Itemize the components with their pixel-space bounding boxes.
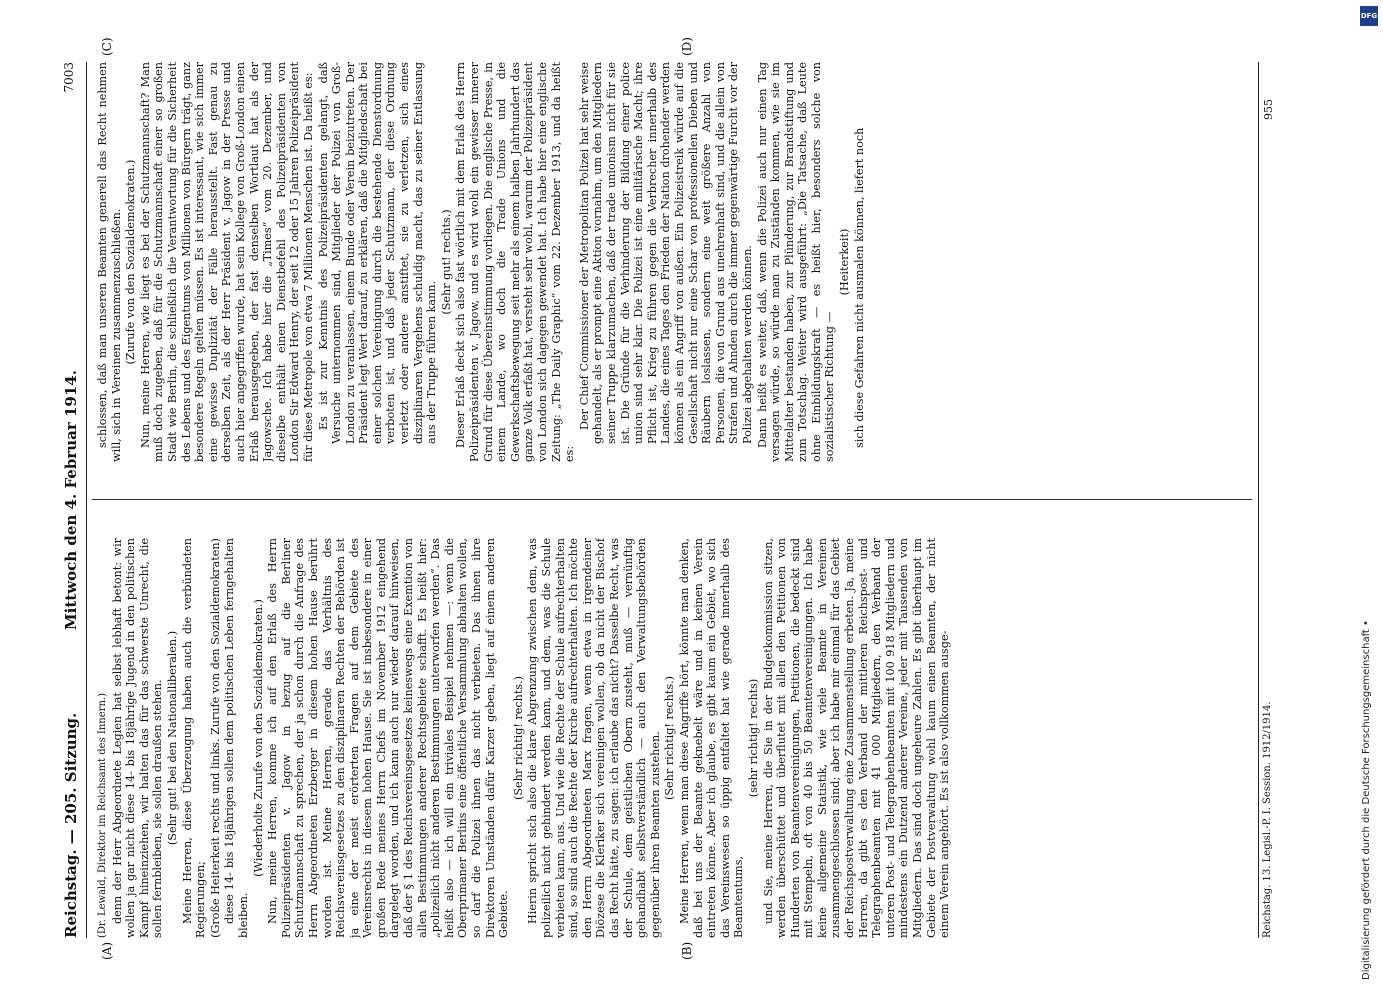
paragraph: Nun, meine Herren, wie liegt es bei der Schutzmannschaft? Man muß doch zugeben, daß für die Schutzmannschaft einer so großen Stadt wie Berlin, die schließlich die Verantwortung für die Sicherheit des Lebens und des Eigentums von Millionen von Bürgern trägt, ganz besondere Regeln gelten müssen. Es ist interessant, wie sich immer eine gewisse Duplizität der Fälle herausstellt. Fast genau zu derselben Zeit, als der Herr Präsident v. Jagow in der Presse und auch hier angegriffen wurde, hat sein Kollege von Groß-London einen Erlaß herausgegeben, der fast denselben Wortlaut hat als der Jagowsche. Ich habe hier die „Times“ vom 20. Dezember, und dieselbe enthält einen Dienstbefehl des Polizeipräsidenten von London Sir Edward Henry, der seit 12 oder 15 Jahren Polizeipräsident für diese Metropole von etwa 7 Millionen Menschen ist. Da heißt es: xyxy=(138,62,315,462)
interjection: (sehr richtig! rechts) xyxy=(746,678,760,798)
page-number: 955 xyxy=(1262,99,1275,120)
header-rule xyxy=(86,62,87,938)
paragraph: Meine Herren, wenn man diese Angriffe hört, könnte man denken, daß bei uns der Beamte geknebelt wäre und in keinen Verein eintreten könne. Aber ich glaube, es gibt kaum ein Gebiet, wo sich das Vereinswesen so üppig entfaltet hat wie gerade innerhalb des Beamtentums, xyxy=(677,538,746,938)
quoted-article: Der Chief Commissioner der Metropolitan Polizei hat sehr weise gehandelt, als er prompt eine Aktion vornahm, um den Mitgliedern seiner Truppe klarzumachen, daß der trade unionism nicht für sie ist. Die Gründe für die Verhinderung der Bildung einer police union sind sehr klar. Die Polizei ist eine militärische Macht; ihre Pflicht ist, Krieg zu führen gegen die Verbrecher innerhalb des Landes, die eines Tages den Frieden der Nation drohender werden können als ein Angriff von außen. Ein Polizeistreik würde auf die Gesellschaft nicht nur eine Schar von professionellen Dieben und Räubern loslassen, sondern eine weit größere Anzahl von Personen, die von Grund aus unehrenhaft sind, und die allein von Strafen und Ahnden durch die immer gegenwärtige Furcht vor der Polizei abgehalten werden können. xyxy=(577,62,754,444)
interjection: (Sehr richtig! rechts.) xyxy=(511,675,525,801)
paragraph: Dieser Erlaß deckt sich also fast wörtlich mit dem Erlaß des Herrn Polizeipräsidenten v. Jagow, und es wird wohl ein gewisser innerer Grund für diese Übereinstimmung vorliegen. Die englische Presse, in einem Lande, wo doch die Trade Unions und die Gewerkschaftsbewegung seit mehr als einem halben Jahrhundert das ganze Volk erfaßt hat, versteht sehr wohl, warum der Polizeipräsident von London sich dagegen gewendet hat. Ich habe hier eine englische Zeitung: „The Daily Graphic“ vom 22. Dezember 1913, und da heißt es: xyxy=(454,62,577,462)
interjection: (Sehr gut! bei den Nationalliberalen.) xyxy=(165,630,179,846)
interjection: (Sehr richtig! rechts.) xyxy=(663,675,677,801)
interjection: (Wiederholte Zurufe von den Sozialdemokraten.) xyxy=(251,599,265,877)
column-divider xyxy=(92,499,1252,500)
left-column xyxy=(96,538,1256,938)
footer-note: Reichstag. 13. Legisl.-P. I. Session. 1912/1914. xyxy=(1262,701,1273,938)
paragraph: Hierin spricht sich also die klare Abgrenzung zwischen dem, was polizeilich nicht gehindert werden kann, und dem, was die Schule verbieten kann, aus. Und wie die Rechte der Schule aufrechterhalten sind, so sind auch die Rechte der Kirche aufrechterhalten. Ich möchte den Herrn Abgeordneten Marx fragen, wenn etwa in irgendeiner Diözese die Kleriker sich vereinigen wollen, ob da nicht der Bischof das Recht hätte, zu sagen: ich erlaube das nicht? Dasselbe Recht, was der Schule, dem geistlichen Obern zusteht, muß — vernünftig gehandhabt selbstverständlich — auch den Verwaltungsbehörden gegenüber ihren Beamten zustehen. xyxy=(526,538,662,938)
paragraph: schlossen, daß man unseren Beamten generell das Recht nehmen will, sich in Vereinen zusammenzuschließen. xyxy=(96,62,123,462)
paragraph: Nun, meine Herren, komme ich auf den Erlaß des Herrn Polizeipräsidenten v. Jagow in bezug auf die Berliner Schutzmannschaft zu sprechen, der ja schon durch die Anfrage des Herrn Abgeordneten Erzberger in diesem hohen Hause berührt worden ist. Meine Herren, gerade das Verhältnis des Reichsvereinsgesetzes zu den disziplinaren Rechten der Behörden ist ja eine der meist erörterten Fragen auf dem Gebiete des Vereinsrechts in diesem hohen Hause. Sie ist insbesondere in einer großen Rede meines Herrn Chefs im November 1912 eingehend dargelegt worden, und ich kann auch nur wieder darauf hinweisen, daß der § 1 des Reichsvereinsgesetzes keineswegs eine Exemtion von allen Bestimmungen anderer Rechtsgebiete schafft. Es heißt hier: „polizeilich nicht anderen Bestimmungen unterworfen werden“. Das heißt also — ich will ein triviales Beispiel nehmen —: wenn die Oberprimaner Berlins eine öffentliche Versammlung abhalten wollen, so darf die Polizei ihnen das nicht verbieten. Das ihnen ihre Direktoren Umständen dafür Karzer geben, liegt auf einem anderen Gebiete. xyxy=(266,538,511,938)
paragraph: diese 14- bis 18jährigen sollen dem politischen Leben ferngehalten bleiben. xyxy=(223,538,250,938)
header-left: Reichstag. — 205. Sitzung. xyxy=(62,712,80,938)
margin-marker-d: (D) xyxy=(680,37,694,56)
footer-rule xyxy=(1258,62,1259,938)
page-header xyxy=(62,62,84,938)
interjection: (Sehr gut! rechts.) xyxy=(439,209,453,315)
margin-marker-a: (A) xyxy=(100,941,114,960)
paragraph: Meine Herren, diese Überzeugung haben auch die verbündeten Regierungen; xyxy=(180,538,208,938)
interjection: (Große Heiterkeit rechts und links. Zurufe von den Sozialdemokraten) xyxy=(208,538,222,938)
digitization-note: Digitalisierung gefördert durch die Deutsche Forschungsgemeinschaft • xyxy=(1361,620,1372,980)
right-column xyxy=(96,62,1256,462)
interjection: (Zurufe von den Sozialdemokraten.) xyxy=(124,159,138,365)
paragraph: Dann heißt es weiter, daß, wenn die Polizei auch nur einen Tag versagen würde, so würde man zu Zuständen kommen, wie sie im Mittelalter bestanden haben, zur Plünderung, zur Brandstiftung und zum Totschlag. Weiter wird ausgeführt: „Die Tatsache, daß Leute ohne Einbildungskraft — es heißt hier, besonders solche von sozialistischer Richtung — xyxy=(755,62,837,462)
quoted-order: Es ist zur Kenntnis des Polizeipräsidenten gelangt, daß Versuche unternommen sind, Mitglieder der Polizei von Groß-London zu veranlassen, einem Bunde oder Verein beizutreten. Der Präsident legt Wert darauf, zu erklären, daß die Mitgliedschaft bei einer solchen Vereinigung durch die bestehende Dienstordnung verboten ist, und daß jeder Schutzmann, der diese Ordnung verletzt oder andere anstiftet, sie zu verletzen, sich eines disziplinaren Vergehens schuldig macht, das zu seiner Entlassung aus der Truppe führen kann. xyxy=(316,62,439,444)
margin-marker-b: (B) xyxy=(680,941,694,960)
dfg-logo: DFG xyxy=(1360,6,1378,26)
margin-marker-c: (C) xyxy=(100,37,114,56)
header-page: 7003 xyxy=(62,62,76,93)
interjection: (Heiterkeit) xyxy=(838,228,852,296)
digitization-stamp xyxy=(1357,0,1383,1000)
speaker-note: (Dr. Lewald, Direktor im Reichsamt des Innern.) xyxy=(97,693,108,938)
paragraph: denn der Herr Abgeordnete Legien hat selbst lebhaft betont: wir wollen ja gar nicht diese 14- bis 18jährige Jugend in den politischen Kampf hineinziehen, wir halten das für das schwerste Unrecht, die sollen fernbleiben, sie sollen draußen stehen. xyxy=(110,538,165,938)
header-date: Mittwoch den 4. Februar 1914. xyxy=(62,370,80,630)
paragraph: und Sie, meine Herren, die Sie in der Budgetkommission sitzen, werden überschüttet und überflutet mit allen den Petitionen von Hunderten von Beamtenvereinigungen, Petitionen, die bedeckt sind mit Stempeln, oft von 40 bis 50 Beamtenvereinigungen. Ich habe keine allgemeine Statistik, wie viele Beamte in Vereinen zusammengeschlossen sind; aber ich habe mir einmal für das Gebiet der Reichspostverwaltung eine Zusammenstellung erbeten. Ja, meine Herren, da gibt es den Verband der mittleren Reichspost- und Telegraphenbeamten mit 41 000 Mitgliedern, den Verband der unteren Post- und Telegraphenbeamten mit 100 918 Mitgliedern und mindestens ein Dutzend anderer Vereine, jeder mit Tausenden von Mitgliedern. Das sind doch ungeheure Zahlen. Es gibt überhaupt im Gebiete der Postverwaltung wohl kaum einen Beamten, der nicht einem Verein angehört. Es ist also vollkommen ausge- xyxy=(761,538,952,938)
paragraph: sich diese Gefahren nicht ausmalen können, liefert noch xyxy=(852,127,866,448)
